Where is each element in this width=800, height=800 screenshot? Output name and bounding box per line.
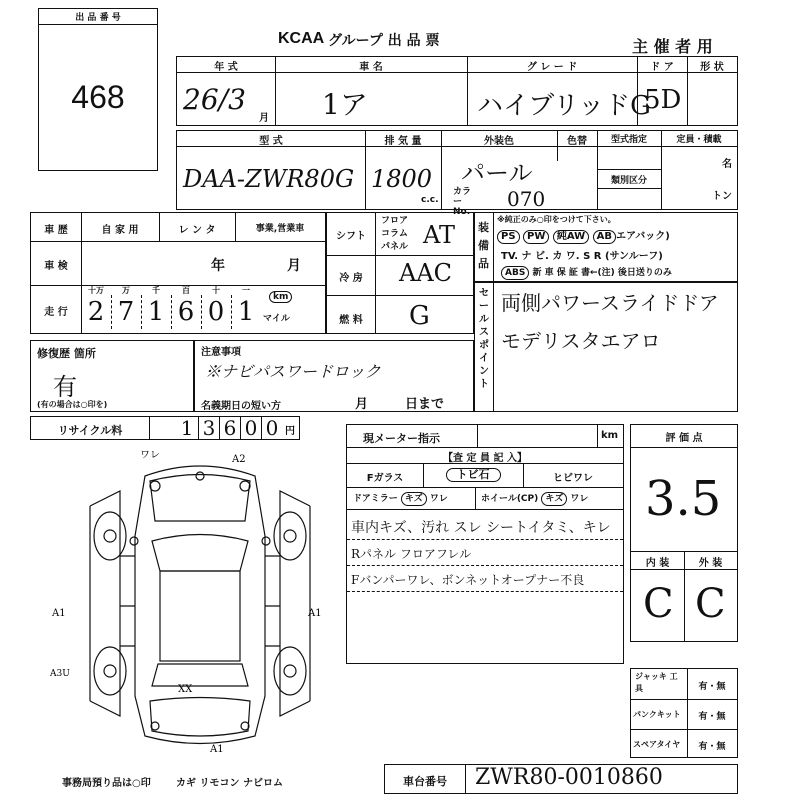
capacity-label: 定員・積載 <box>676 135 722 145</box>
recycle-digits <box>177 417 287 439</box>
door-mirror-label: ドアミラー <box>353 494 398 504</box>
equipment-line-1 <box>497 227 670 244</box>
inspection-year: 年 <box>211 258 225 274</box>
year-value: 26/3 <box>183 83 246 116</box>
mileage-mile-label: マイル <box>263 314 290 324</box>
ac-value: AAC <box>399 259 453 287</box>
recycle-unit: 円 <box>285 426 295 437</box>
recycle-digit: 1 <box>180 416 194 440</box>
equip-abs: ABS <box>501 266 529 280</box>
exterior-value: C <box>695 581 726 627</box>
selling-line-2: モデリスタエアロ <box>501 329 661 353</box>
equip-warranty: 新 車 保 証 書←(注) 後日送りのみ <box>532 268 672 278</box>
mileage-digit: 6 <box>177 297 195 327</box>
score-block <box>630 424 738 642</box>
door-mirror-scratch: キズ <box>401 492 427 506</box>
equipment-side-label: 装備品 <box>478 221 489 270</box>
mileage-label: 走 行 <box>44 307 68 318</box>
repair-block <box>30 340 194 412</box>
mileage-column <box>81 285 111 333</box>
expiry-day: 日まで <box>405 397 445 412</box>
mileage-km-circle: km <box>269 291 292 303</box>
selling-points-block <box>474 282 738 412</box>
displacement-unit: c.c. <box>421 195 439 205</box>
inspector-note-3: Fバンパーワレ、ボンネットオープナー不良 <box>351 573 585 587</box>
interior-label: 内 装 <box>645 558 670 569</box>
history-label: 車 歴 <box>44 225 68 236</box>
door-label: ド ア <box>650 62 674 73</box>
year-month-suffix: 月 <box>259 113 269 124</box>
equipment-note: ※純正のみ○印をつけて下さい。 <box>497 215 616 224</box>
equipment-line-3 <box>501 265 672 280</box>
history-option-private: 自 家 用 <box>101 225 139 236</box>
office-items: カギ リモコン ナビロム <box>176 778 283 789</box>
accessory-puncture-value: 有・無 <box>698 712 726 722</box>
vehicle-row-1 <box>176 56 738 126</box>
expiry-label: 名義期日の短い方 <box>201 401 281 412</box>
windshield-crack: ヒビワレ <box>553 473 593 484</box>
mileage-digit: 1 <box>147 297 165 327</box>
mileage-unit-label: 一 <box>242 286 250 295</box>
shift-option-panel: パネル <box>381 242 409 252</box>
inspection-month: 月 <box>287 258 301 274</box>
capacity-unit-persons: 名 <box>722 159 732 170</box>
inspector-block <box>346 424 624 664</box>
fuel-value: G <box>409 301 430 331</box>
equip-airbag-tail: エアバック) <box>616 231 670 242</box>
category-label: 類別区分 <box>610 176 647 186</box>
mileage-column <box>111 285 141 333</box>
mileage-digits <box>81 285 325 333</box>
equip-aw: 純AW <box>553 230 589 244</box>
lot-number-box <box>38 8 158 171</box>
model-value: DAA-ZWR80G <box>183 165 355 193</box>
mileage-digit: 2 <box>87 297 105 327</box>
chassis-value: ZWR80-0010860 <box>475 765 663 790</box>
shift-block <box>326 212 474 334</box>
damage-mark-rear-a1: A1 <box>210 744 224 755</box>
chassis-label: 車台番号 <box>403 775 447 788</box>
accessory-jack-value: 有・無 <box>698 682 726 692</box>
grade-value: ハイブリッドG <box>477 91 651 121</box>
wheel-row <box>481 491 588 506</box>
car-name-label: 車 名 <box>359 62 383 73</box>
car-damage-diagram <box>50 446 340 766</box>
accessory-jack-label: ジャッキ 工 具 <box>635 672 678 693</box>
selling-side-label: セールスポイント <box>479 288 489 390</box>
wheel-label: ホイール(CP) <box>481 494 539 504</box>
door-mirror-crack: ワレ <box>429 494 448 504</box>
damage-mark-front-crack: ワレ <box>140 450 160 461</box>
history-option-rental: レ ン タ <box>178 225 216 236</box>
damage-mark-left-a3u: A3U <box>50 669 70 679</box>
repair-note: (有の場合は○印を) <box>37 400 108 409</box>
inspection-label: 車 検 <box>44 261 68 272</box>
damage-mark-left-a1: A1 <box>52 608 66 619</box>
accessories-block <box>630 668 738 758</box>
mileage-digit: 7 <box>117 297 135 327</box>
brand-logo: KCAA <box>278 30 325 47</box>
recycle-digit: 0 <box>261 417 282 439</box>
mileage-unit-label: 千 <box>152 286 160 295</box>
lot-number-label: 出 品 番 号 <box>75 13 121 23</box>
color-code-label: カラー No. <box>453 187 472 217</box>
mileage-unit-label: 百 <box>182 286 190 295</box>
shift-label: シフト <box>336 231 366 242</box>
score-label: 評 価 点 <box>665 433 703 444</box>
score-value: 3.5 <box>645 471 722 527</box>
chassis-block <box>384 764 738 794</box>
year-label: 年 式 <box>214 62 238 73</box>
displacement-label: 排 気 量 <box>384 136 422 147</box>
capacity-unit-tons: トン <box>712 191 732 202</box>
damage-mark-front-a2: A2 <box>232 454 246 465</box>
shift-option-floor: フロア <box>381 216 409 226</box>
meter-label: 現メーター指示 <box>363 432 440 445</box>
copy-label: 主 催 者 用 <box>632 37 713 56</box>
exterior-color-value: パール <box>461 159 533 187</box>
color-change-label: 色替 <box>567 136 587 147</box>
interior-value: C <box>643 581 674 627</box>
shift-value: AT <box>423 221 456 249</box>
equip-ps: PS <box>497 230 520 244</box>
mileage-digit: 0 <box>207 297 225 327</box>
wheel-crack: ワレ <box>570 494 589 504</box>
exterior-color-label: 外装色 <box>484 136 514 147</box>
type-designation-label: 型式指定 <box>610 135 647 145</box>
windshield-chip-value: トビ石 <box>446 468 501 482</box>
mileage-digit: 1 <box>237 297 255 327</box>
equipment-line-2: TV. ナ ビ. カ ワ. S R (サンルーフ) <box>501 251 663 262</box>
history-option-business: 事業,営業車 <box>255 224 305 234</box>
repair-label: 修復歴 箇所 <box>37 347 96 360</box>
recycle-digit: 3 <box>198 417 219 439</box>
equip-pw: PW <box>523 230 549 244</box>
inspector-note-2: Rパネル フロアフレル <box>351 547 472 561</box>
accessory-spare-label: スペアタイヤ <box>633 740 681 749</box>
vehicle-row-2 <box>176 130 738 217</box>
mileage-column <box>171 285 201 333</box>
recycle-digit: 6 <box>219 417 240 439</box>
windshield-label: Fガラス <box>366 473 404 484</box>
inspector-note-1: 車内キズ、汚れ スレ シートイタミ、キレ <box>351 520 611 536</box>
shape-label: 形 状 <box>700 62 724 73</box>
fuel-label: 燃 料 <box>339 315 363 326</box>
mileage-column <box>141 285 171 333</box>
door-mirror-row <box>353 491 448 506</box>
damage-mark-right-a1: A1 <box>308 608 322 619</box>
accessory-spare-value: 有・無 <box>698 742 726 752</box>
grade-label: グ レ ー ド <box>526 62 578 73</box>
equipment-block <box>474 212 738 282</box>
accessory-puncture-label: パンクキット <box>633 710 681 719</box>
mileage-unit-label: 十万 <box>88 286 104 295</box>
exterior-label: 外 装 <box>698 558 723 569</box>
shift-option-column: コラム <box>381 229 408 239</box>
recycle-block <box>30 416 300 440</box>
displacement-value: 1800 <box>371 165 433 193</box>
expiry-month: 月 <box>355 397 369 412</box>
recycle-digit: 0 <box>240 417 261 439</box>
recycle-label: リサイクル料 <box>57 424 123 437</box>
lot-number: 468 <box>71 79 125 115</box>
repair-value: 有 <box>53 373 77 401</box>
mileage-column <box>231 285 261 333</box>
car-name-value: 1ア <box>322 88 368 121</box>
door-value: 5D <box>644 85 682 115</box>
windshield-chip <box>423 463 523 487</box>
inspector-section-label: 【査 定 員 記 入】 <box>443 453 527 464</box>
office-note: 事務局預り品は○印 <box>62 778 151 789</box>
caution-label: 注意事項 <box>201 347 241 358</box>
equip-ab: AB <box>593 230 616 244</box>
meter-unit: km <box>601 430 619 441</box>
history-block <box>30 212 326 334</box>
color-code-value: 070 <box>507 187 546 211</box>
selling-line-1: 両側パワースライドドア <box>501 291 719 315</box>
wheel-scratch: キズ <box>541 492 567 506</box>
damage-mark-rear-xx: XX <box>178 684 193 695</box>
caution-value: ※ナビパスワードロック <box>205 362 381 381</box>
mileage-unit-label: 万 <box>122 286 130 295</box>
caution-block <box>194 340 474 412</box>
mileage-column <box>201 285 231 333</box>
mileage-unit-label: 十 <box>212 286 220 295</box>
form-title: グループ 出 品 票 <box>328 33 440 49</box>
model-label: 型 式 <box>259 136 283 147</box>
ac-label: 冷 房 <box>339 273 363 284</box>
